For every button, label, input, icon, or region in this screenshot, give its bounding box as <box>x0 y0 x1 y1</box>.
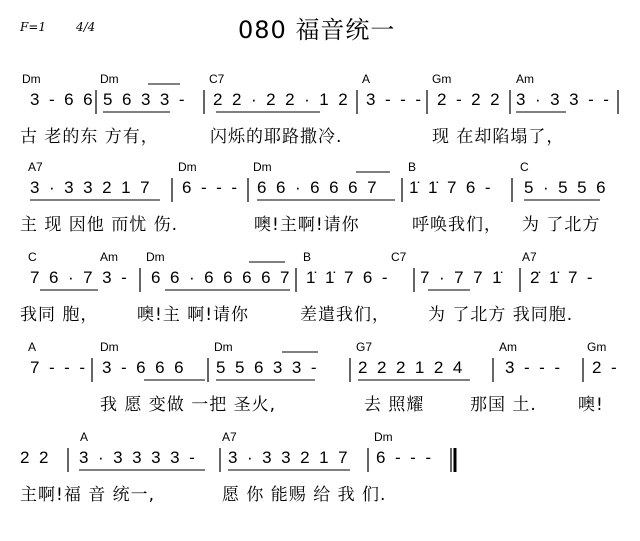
note-group: 7 - - - <box>30 358 88 377</box>
lyric-line: 愿 你 能赐 给 我 们. <box>222 485 387 505</box>
lyric-line: 主啊!福 音 统一, <box>20 485 156 505</box>
note-group: 3 · 3 3 3 3 - <box>79 448 198 467</box>
note-group: 3 · 3 3 2 1 7 <box>228 448 350 467</box>
lyric-line: 古 老的东 方有， <box>20 127 159 147</box>
note-group: 2 - <box>592 358 620 377</box>
chord-label: Dm <box>100 340 119 354</box>
note-group: 2̇ 1̇ 7 - <box>530 268 595 287</box>
chord-label: A <box>362 72 371 86</box>
chord-label: Am <box>516 72 534 86</box>
chord-label: Gm <box>587 340 607 354</box>
chord-label: A <box>80 430 89 444</box>
chord-label: Am <box>499 340 517 354</box>
lyric-line: 噢! <box>578 395 604 415</box>
lyric-line: 我同 胞， <box>20 305 99 325</box>
note-group: 3 · 3 3 2 1 7 <box>30 178 152 197</box>
chord-label: Dm <box>178 160 197 174</box>
lyric-line: 呼唤我们， <box>412 215 502 235</box>
note-group: 1̇ 1̇ 7 6 - <box>409 178 493 197</box>
chord-label: Gm <box>432 72 452 86</box>
chord-label: G7 <box>356 340 373 354</box>
note-group: 3 - - - <box>366 90 424 109</box>
note-group: 1̇ 1̇ 7 6 - <box>306 268 390 287</box>
note-group: 2 2 2 1 2 4 <box>358 358 465 377</box>
chord-label: C7 <box>391 250 407 264</box>
lyric-line: 去 照耀 <box>364 395 425 415</box>
chord-label: Dm <box>100 72 119 86</box>
note-group: 2 - 2 2 <box>437 90 502 109</box>
chord-label: A7 <box>522 250 537 264</box>
lyric-line: 为 了北方 我同胞. <box>428 305 574 325</box>
lyric-line: 闪烁的耶路撒冷. <box>210 127 343 147</box>
note-group: 6 6 · 6 6 6 7 <box>257 178 379 197</box>
lyric-line: 噢!主 啊!请你 <box>137 305 250 325</box>
lyric-line: 为 了北方 <box>522 215 601 235</box>
note-group: 3 - - - <box>505 358 563 377</box>
note-group: 3 · 3 3 - - <box>516 90 612 109</box>
chord-label: B <box>303 250 312 264</box>
note-group: 6 - - - <box>376 448 434 467</box>
note-group: 3 - 6 6 6 <box>102 358 186 377</box>
key-signature: F=1 <box>20 20 47 34</box>
lyric-line: 主 现 因他 而忧 伤. <box>20 215 179 235</box>
chord-label: A7 <box>28 160 43 174</box>
note-group: 5 5 6 3 3 - <box>216 358 319 377</box>
note-group: 5 6 3 3 - <box>103 90 187 109</box>
chord-label: A7 <box>222 430 237 444</box>
note-group: 3 - 6 6 <box>30 90 95 109</box>
note-group: 6 6 · 6 6 6 6 7 <box>151 268 292 287</box>
chord-label: Dm <box>22 72 41 86</box>
chord-label: Dm <box>253 160 272 174</box>
chord-label: A <box>28 340 37 354</box>
time-signature: 4/4 <box>76 20 96 34</box>
chord-label: Dm <box>146 250 165 264</box>
lyric-line: 差遣我们， <box>300 305 390 325</box>
note-group: 2 2 · 2 2 · 1 2 <box>213 90 351 109</box>
note-group: 2 2 <box>20 448 51 467</box>
lyric-line: 那国 土. <box>470 395 537 415</box>
chord-label: B <box>408 160 417 174</box>
note-group: 7 6 · 7 3 - <box>30 268 130 287</box>
song-title: 080 福音统一 <box>238 16 396 44</box>
chord-label: Am <box>100 250 118 264</box>
chord-label: C7 <box>209 72 225 86</box>
lyric-line: 我 愿 变做 一把 圣火, <box>100 395 277 415</box>
note-group: 5 · 5 5 6 <box>524 178 608 197</box>
chord-label: Dm <box>214 340 233 354</box>
chord-label: C <box>520 160 529 174</box>
chord-label: C <box>28 250 37 264</box>
note-group: 7 · 7 7 1̇ <box>420 268 504 287</box>
chord-label: Dm <box>374 430 393 444</box>
lyric-line: 现 在却陷塌了， <box>432 127 565 147</box>
note-group: 6 - - - <box>182 178 240 197</box>
lyric-line: 噢!主啊!请你 <box>254 215 360 235</box>
